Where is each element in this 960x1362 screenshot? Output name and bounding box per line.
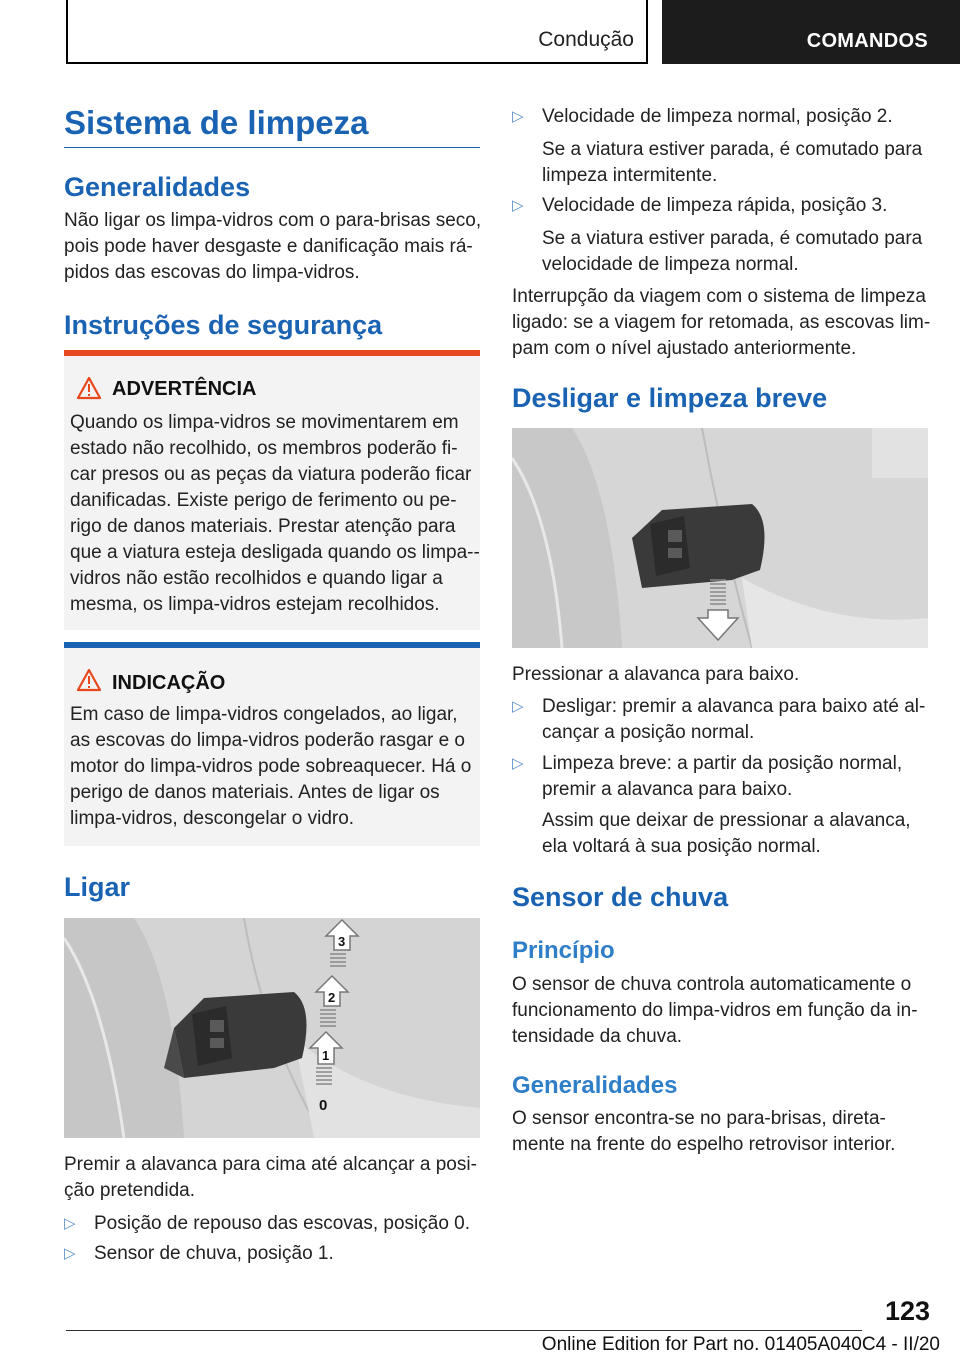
header-section-tab bbox=[66, 0, 648, 64]
bullet-arrow-icon: ▷ bbox=[512, 698, 524, 715]
principio-text: O sensor de chuva controla automaticamente o funcionamento do limpa-vidros em função da in-tensidade da chuva. bbox=[512, 974, 918, 1047]
bullet-arrow-icon: ▷ bbox=[512, 108, 524, 125]
warning-triangle-icon bbox=[76, 376, 102, 400]
page-number: 123 bbox=[884, 1296, 930, 1326]
generalidades-text: Não ligar os limpa-vidros com o para-brisas seco, pois pode haver desgaste e danificação mais rá-pidos das escovas do limpa-vidros. bbox=[64, 210, 482, 283]
header-section-label: Condução bbox=[538, 28, 634, 51]
ligar-heading: Ligar bbox=[64, 872, 131, 902]
list-item-text: Limpeza breve: a partir da posição normal, premir a alavanca para baixo. bbox=[542, 753, 903, 800]
footer-edition: Online Edition for Part no. 01405A040C4 - II/20 bbox=[541, 1334, 940, 1355]
list-item-subtext: Se a viatura estiver parada, é comutado para limpeza intermitente. bbox=[542, 139, 923, 186]
header-chapter-label: COMANDOS bbox=[806, 30, 928, 52]
list-item-subtext: Se a viatura estiver parada, é comutado para velocidade de limpeza normal. bbox=[542, 228, 923, 275]
warning-text: Quando os limpa-vidros se movimentarem em estado não recolhido, os membros poderão fi-car presos ou as peças da viatura poderão ficar danificadas. Existe perigo de ferimento ou pe-rigo de danos materiais. Prestar atenção para que a viatura esteja desligada quando os limpa--vidros não estão recolhidos e quando ligar a mesma, os limpa-vidros estejam recolhidos. bbox=[70, 412, 480, 615]
desligar-heading: Desligar e limpeza breve bbox=[512, 383, 828, 413]
bullet-arrow-icon: ▷ bbox=[64, 1215, 76, 1232]
header-chapter-tab bbox=[662, 0, 960, 64]
generalidades-sensor-text: O sensor encontra-se no para-brisas, direta-mente na frente do espelho retrovisor interior. bbox=[512, 1108, 896, 1155]
list-item-text: Sensor de chuva, posição 1. bbox=[94, 1243, 334, 1264]
note-triangle-icon bbox=[76, 668, 102, 692]
footer-rule bbox=[66, 1330, 862, 1331]
ligar-figure bbox=[64, 918, 480, 1138]
warning-box bbox=[64, 356, 480, 630]
list-item-subtext: Assim que deixar de pressionar a alavanca, ela voltará à sua posição normal. bbox=[542, 810, 911, 857]
warning-title: ADVERTÊNCIA bbox=[112, 378, 257, 400]
list-item-text: Desligar: premir a alavanca para baixo até al-cançar a posição normal. bbox=[542, 696, 926, 743]
wiper-lever-down-illustration bbox=[512, 428, 928, 648]
position-label-2: 2 bbox=[328, 990, 336, 1005]
bullet-arrow-icon: ▷ bbox=[512, 755, 524, 772]
bullet-arrow-icon: ▷ bbox=[512, 197, 524, 214]
note-box bbox=[64, 648, 480, 846]
interrupcao-text: Interrupção da viagem com o sistema de limpeza ligado: se a viagem for retomada, as escovas lim-pam com o nível ajustado anteriormente. bbox=[512, 286, 931, 359]
position-label-1: 1 bbox=[322, 1048, 330, 1063]
wiper-lever-up-illustration bbox=[64, 918, 480, 1138]
sensor-heading: Sensor de chuva bbox=[512, 882, 729, 912]
list-item-text: Velocidade de limpeza rápida, posição 3. bbox=[542, 195, 888, 216]
desligar-figure bbox=[512, 428, 928, 648]
seguranca-heading: Instruções de segurança bbox=[64, 310, 383, 340]
position-label-3: 3 bbox=[338, 934, 346, 949]
generalidades-sensor-heading: Generalidades bbox=[512, 1072, 678, 1099]
desligar-text: Pressionar a alavanca para baixo. bbox=[512, 664, 800, 685]
list-item-text: Velocidade de limpeza normal, posição 2. bbox=[542, 106, 893, 127]
title-rule bbox=[64, 147, 480, 148]
list-item-text: Posição de repouso das escovas, posição 0. bbox=[94, 1213, 471, 1234]
note-text: Em caso de limpa-vidros congelados, ao ligar, as escovas do limpa-vidros poderão rasgar e o motor do limpa-vidros pode sobreaquecer. Há o perigo de danos materiais. Antes de ligar os limpa-vidros, descongelar o vidro. bbox=[70, 704, 472, 829]
ligar-text: Premir a alavanca para cima até alcançar a posi-ção pretendida. bbox=[64, 1154, 477, 1201]
bullet-arrow-icon: ▷ bbox=[64, 1245, 76, 1262]
position-label-0: 0 bbox=[319, 1097, 328, 1114]
page-title: Sistema de limpeza bbox=[64, 104, 369, 141]
note-title: INDICAÇÃO bbox=[112, 672, 226, 694]
generalidades-heading: Generalidades bbox=[64, 172, 251, 202]
principio-heading: Princípio bbox=[512, 937, 615, 964]
